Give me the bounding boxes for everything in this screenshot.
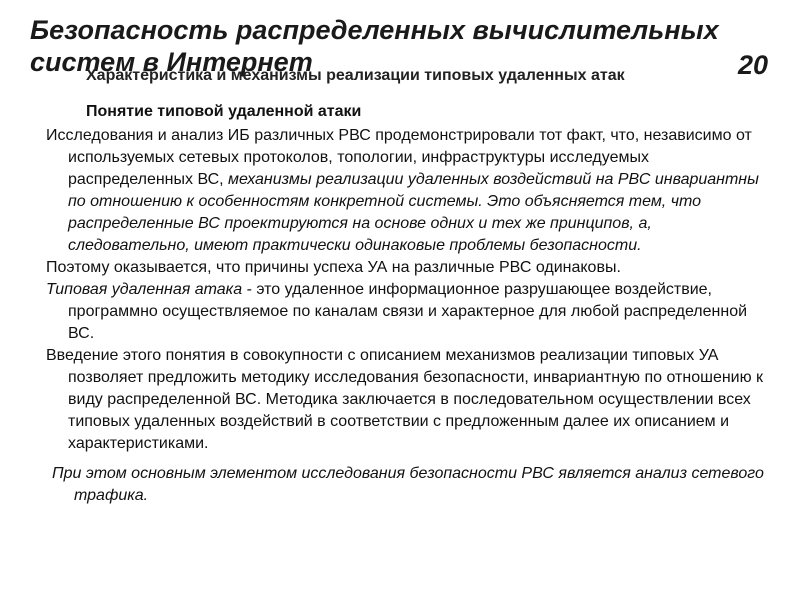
- paragraph-research-italic: механизмы реализации удаленных воздействий на РВС инвариантны по отношению к особенностям конкретной системы. Это объясняется тем, что распределенные ВС проектируются на основе одних и тех же принципов, а, следовательно, имеют практически одинаковые проблемы безопасности.: [68, 171, 759, 254]
- paragraph-research-text: Исследования и анализ ИБ различных РВС продемонстрировали тот факт, что, независимо от используемых сетевых протоколов, топологии, инфраструктуры исследуемых распределенных ВС,: [46, 127, 752, 188]
- paragraph-methodology: Введение этого понятия в совокупности с описанием механизмов реализации типовых УА позволяет предложить методику исследования безопасности, инвариантную по отношению к виду распределенной ВС. Методика заключается в последовательном осуществлении всех типовых удаленных воздействий в соответствии с предложенным далее их описанием и характеристиками.: [46, 347, 764, 452]
- definition-text: - это удаленное информационное разрушающее воздействие, программно осуществляемое по каналам связи и характерное для любой распределенной ВС.: [68, 281, 748, 342]
- definition-term: Типовая удаленная атака: [46, 281, 243, 298]
- paragraph-definition: [46, 279, 776, 345]
- paragraph-traffic-analysis: При этом основным элементом исследования безопасности РВС является анализ сетевого трафика.: [52, 465, 764, 504]
- slide-body: [46, 125, 776, 523]
- section-heading: Понятие типовой удаленной атаки: [86, 103, 362, 120]
- paragraph-research: [46, 125, 776, 257]
- paragraph-conclusion: Поэтому оказывается, что причины успеха УА на различные РВС одинаковы.: [46, 259, 621, 276]
- page-number: 20: [738, 50, 769, 80]
- slide-subtitle: Характеристика и механизмы реализации типовых удаленных атак: [86, 67, 625, 84]
- slide-title: Безопасность распределенных вычислительных систем в Интернет: [30, 15, 719, 77]
